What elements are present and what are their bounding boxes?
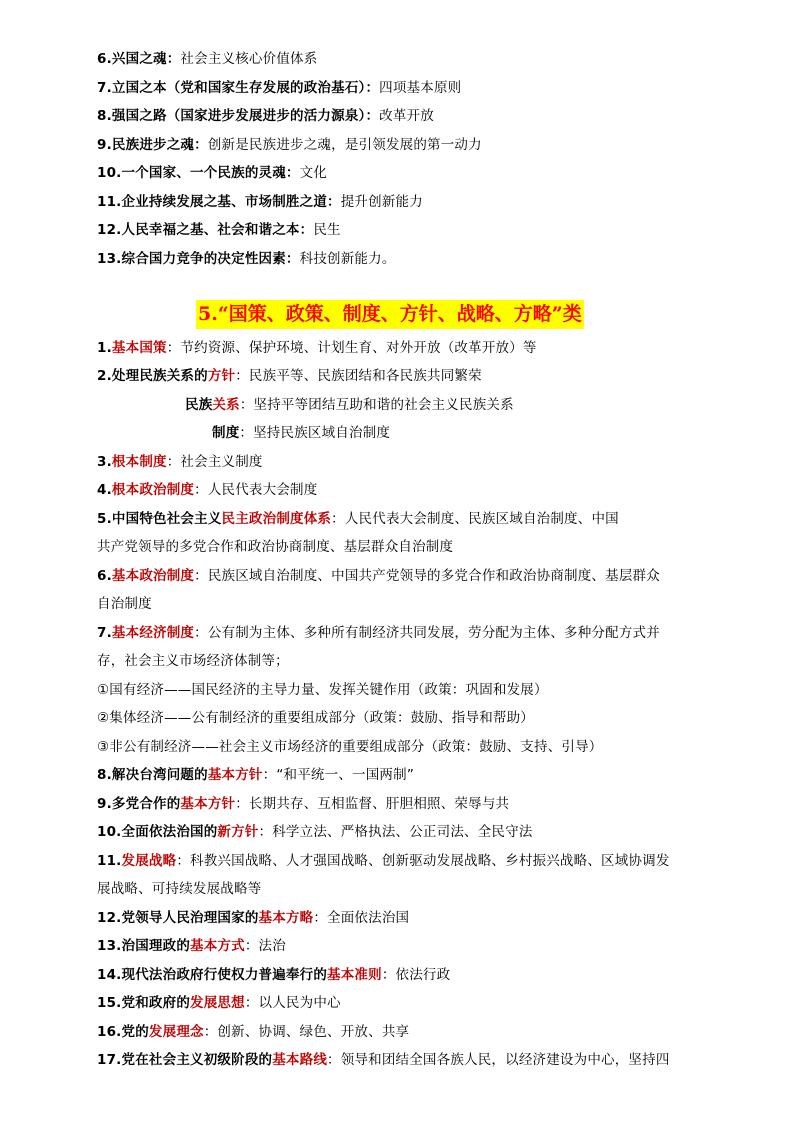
item-text: ：坚持民族区域自治制度 — [239, 425, 391, 441]
item-text: ：公有制为主体、多种所有制经济共同发展，劳分配为主体、多种分配方式并 — [194, 625, 660, 641]
list-item — [97, 478, 317, 502]
item-lead: 5.中国特色社会主义 — [97, 511, 222, 527]
item-keyword: 发展思想 — [190, 995, 245, 1011]
item-number: 3. — [97, 454, 112, 470]
item-keyword: 基本方略 — [258, 910, 314, 926]
list-item — [97, 564, 660, 588]
list-subitem — [97, 735, 603, 759]
item-keyword: 基本路线 — [272, 1052, 328, 1068]
item-text: ：民族区域自治制度、中国共产党领导的多党合作和政治协商制度、基层群众 — [194, 568, 660, 584]
item-text: ：以人民为中心 — [244, 995, 341, 1011]
list-item — [97, 963, 450, 987]
item-text: 存，社会主义市场经济体制等； — [97, 653, 289, 669]
item-lead: 9.民族进步之魂： — [97, 137, 208, 153]
item-text: ：科学立法、严格执法、公正司法、全民守法 — [258, 824, 533, 840]
item-number: 7. — [97, 625, 112, 641]
item-lead: 6.兴国之魂： — [97, 51, 181, 67]
list-item — [97, 621, 660, 645]
list-item — [97, 906, 409, 930]
item-text: 四项基本原则 — [379, 80, 462, 96]
item-text: ：领导和团结全国各族人民，以经济建设为中心，坚持四 — [327, 1052, 670, 1068]
item-number: 4. — [97, 482, 112, 498]
list-subitem — [97, 678, 548, 702]
item-keyword: 方针 — [207, 368, 236, 384]
item-lead: 10.一个国家、一个民族的灵魂： — [97, 165, 300, 181]
item-number: 11. — [97, 853, 122, 869]
item-text: ：坚持平等团结互助和谐的社会主义民族关系 — [239, 397, 514, 413]
item-keyword: 基本方针 — [180, 796, 236, 812]
list-item — [97, 336, 537, 360]
list-item — [97, 161, 327, 185]
item-number: 1. — [97, 340, 112, 356]
item-lead: 11.企业持续发展之基、市场制胜之道： — [97, 194, 341, 210]
list-item — [97, 849, 670, 873]
item-keyword: 根本制度 — [111, 454, 167, 470]
item-lead: 10.全面依法治国的 — [97, 824, 218, 840]
item-text: ：人民代表大会制度 — [194, 482, 318, 498]
list-subitem — [185, 393, 514, 417]
list-item — [97, 364, 482, 388]
list-item — [97, 133, 482, 157]
item-lead: 14.现代法治政府行使权力普遍奉行的 — [97, 967, 328, 983]
list-item — [97, 507, 619, 531]
list-item — [97, 792, 509, 816]
item-keyword: 基本准则 — [327, 967, 382, 983]
list-item — [97, 218, 341, 242]
list-item-continuation — [97, 535, 453, 559]
list-subitem — [97, 706, 534, 730]
item-keyword: 根本政治制度 — [111, 482, 195, 498]
item-keyword: 民主政治制度体系 — [221, 511, 332, 527]
list-item — [97, 247, 396, 271]
list-item — [97, 450, 263, 474]
item-text: 共产党领导的多党合作和政治协商制度、基层群众自治制度 — [97, 539, 454, 555]
item-keyword: 新方针 — [217, 824, 259, 840]
list-item — [97, 1020, 409, 1044]
list-item — [97, 76, 461, 100]
item-text: ：“和平统一、一国两制” — [262, 767, 415, 783]
section-title: 5.“国策、政策、制度、方针、战略、方略”类 — [196, 300, 584, 329]
item-lead: 13.综合国力竞争的决定性因素： — [97, 251, 300, 267]
item-lead: 12.党领导人民治理国家的 — [97, 910, 259, 926]
item-keyword: 基本国策 — [111, 340, 167, 356]
list-item-continuation — [97, 877, 261, 901]
item-lead: 17.党在社会主义初级阶段的 — [97, 1052, 273, 1068]
item-lead: 2.处理民族关系的 — [97, 368, 208, 384]
item-lead: 9.多党合作的 — [97, 796, 181, 812]
item-lead: 12.人民幸福之基、社会和谐之本： — [97, 222, 314, 238]
item-keyword: 发展战略 — [121, 853, 177, 869]
item-text: ：节约资源、保护环境、计划生育、对外开放（改革开放）等 — [166, 340, 537, 356]
list-item — [97, 991, 341, 1015]
list-item — [97, 934, 286, 958]
item-lead: 民族 — [185, 397, 213, 413]
list-item — [97, 763, 414, 787]
item-text: 科技创新能力。 — [299, 251, 396, 267]
item-text: ：民族平等、民族团结和各民族共同繁荣 — [235, 368, 482, 384]
item-keyword: 发展理念 — [148, 1024, 204, 1040]
list-item — [97, 190, 423, 214]
section-title-row — [100, 300, 582, 330]
item-text: ：全面依法治国 — [313, 910, 410, 926]
item-text: 文化 — [299, 165, 328, 181]
item-lead: 13.治国理政的 — [97, 938, 191, 954]
item-text: 民生 — [313, 222, 341, 238]
item-text: ：法治 — [244, 938, 286, 954]
item-text: ：人民代表大会制度、民族区域自治制度、中国 — [331, 511, 619, 527]
item-lead: 8.解决台湾问题的 — [97, 767, 208, 783]
item-lead: 7.立国之本（党和国家生存发展的政治基石）： — [97, 80, 380, 96]
list-item — [97, 47, 317, 71]
list-item-continuation — [97, 592, 152, 616]
item-text: 社会主义核心价值体系 — [180, 51, 318, 67]
item-number: 6. — [97, 568, 112, 584]
item-text: ：创新、协调、绿色、开放、共享 — [203, 1024, 410, 1040]
item-keyword: 基本经济制度 — [111, 625, 195, 641]
list-item — [97, 104, 434, 128]
item-lead: 制度 — [212, 425, 240, 441]
item-lead: 8.强国之路（国家进步发展进步的活力源泉）： — [97, 108, 380, 124]
item-text: ①国有经济——国民经济的主导力量、发挥关键作用（政策：巩固和发展） — [97, 682, 548, 698]
item-text: 提升创新能力 — [340, 194, 423, 210]
item-lead: 16.党的 — [97, 1024, 149, 1040]
item-text: ③非公有制经济——社会主义市场经济的重要组成部分（政策：鼓励、支持、引导） — [97, 739, 603, 755]
item-keyword: 关系 — [212, 397, 240, 413]
list-item-continuation — [97, 649, 289, 673]
item-text: ②集体经济——公有制经济的重要组成部分（政策：鼓励、指导和帮助） — [97, 710, 535, 726]
item-text: 改革开放 — [379, 108, 434, 124]
item-keyword: 基本方式 — [190, 938, 245, 954]
item-keyword: 基本政治制度 — [111, 568, 195, 584]
list-item — [97, 1048, 670, 1072]
list-item — [97, 820, 533, 844]
item-text: 自治制度 — [97, 596, 152, 612]
list-subitem — [212, 421, 390, 445]
item-text: ：社会主义制度 — [166, 454, 263, 470]
item-text: ：长期共存、互相监督、肝胆相照、荣辱与共 — [235, 796, 510, 812]
item-keyword: 基本方针 — [207, 767, 263, 783]
item-lead: 15.党和政府的 — [97, 995, 191, 1011]
item-text: ：科教兴国战略、人才强国战略、创新驱动发展战略、乡村振兴战略、区域协调发 — [176, 853, 670, 869]
item-text: 展战略、可持续发展战略等 — [97, 881, 262, 897]
item-text: 创新是民族进步之魂，是引领发展的第一动力 — [207, 137, 482, 153]
item-text: ：依法行政 — [381, 967, 451, 983]
